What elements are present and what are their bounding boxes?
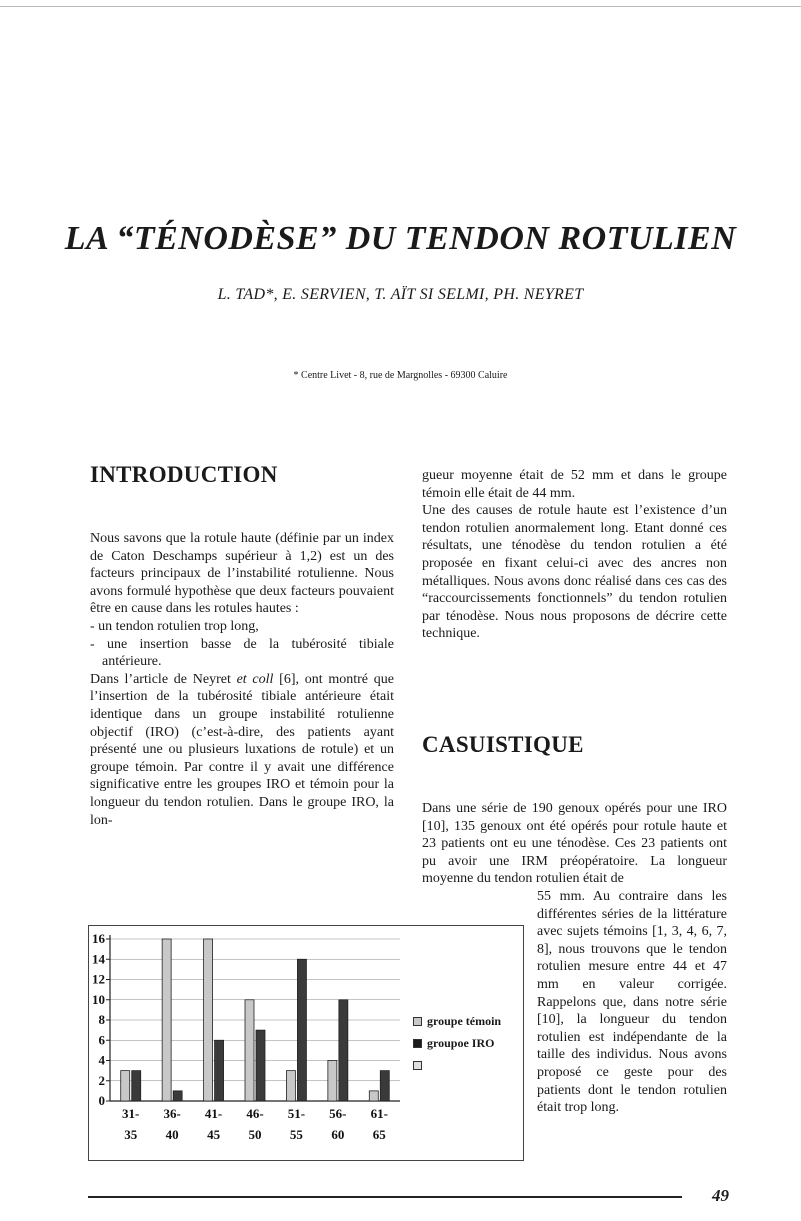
chart-legend xyxy=(413,1010,501,1076)
x-tick-label: 60 xyxy=(331,1127,345,1142)
bar-iro xyxy=(339,1000,348,1101)
y-tick-label: 16 xyxy=(92,931,105,946)
x-tick-label: 50 xyxy=(248,1127,262,1142)
right-paragraph-2: Une des causes de rotule haute est l’existence d’un tendon rotulien anormalement long. Etant donné ces résultats, une ténodèse du tendon rotulien a été proposée en fixant celui-ci avec des ancres non métalliques. Nous avons donc réalisé dans ces cas des “raccourcissements fonctionnels” du tendon rotulien par ténodèse. Nous nous proposons de décrire cette technique. xyxy=(422,503,727,642)
x-tick-label: 46- xyxy=(246,1106,264,1121)
x-tick-label: 45 xyxy=(207,1127,221,1142)
x-tick-label: 65 xyxy=(372,1127,386,1142)
casuistique-paragraph: Dans une série de 190 genoux opérés pour une IRO [10], 135 genoux ont été opérés pour rotule haute et 23 patients ont eu une ténodèse. Ces 23 patients ont pu avoir une IRM préopératoire. La longueur moyenne du tendon rotulien était de xyxy=(422,801,727,887)
y-tick-label: 2 xyxy=(98,1072,105,1088)
casuistique-wrap-text: 55 mm. Au contraire dans les différentes séries de la littérature avec sujets témoins [1, 3, 4, 6, 7, 8], nous trouvons que le tendon rotulien mesure entre 44 et 47 mm en valeur corrigée. Rappelons que, dans notre série [10], la longueur du tendon rotulien est indépendante de la taille des individus. Nous avons proposé ce geste pour des patients dont le tendon rotulien était trop long. xyxy=(537,889,727,1116)
legend-item-temoin: groupe témoin xyxy=(413,1010,501,1032)
bar-temoin xyxy=(162,939,171,1101)
intro-paragraph-2: Dans l’article de Neyret et coll [6], ont montré que l’insertion de la tubérosité tibiale antérieure était identique dans un groupe instabilité rotulienne objectif (IRO) (c’est-à-dire, des patients ayant présenté une ou plusieurs luxations de rotule) et un groupe témoin. Par contre il y avait une différence significative entre les groupes IRO et témoin pour la longueur du tendon rotulien. Dans le groupe IRO, la lon- xyxy=(90,671,394,828)
bar-chart xyxy=(88,925,408,1161)
bar-iro xyxy=(380,1071,389,1101)
bar-temoin xyxy=(121,1071,130,1101)
x-tick-label: 36- xyxy=(163,1106,181,1121)
x-tick-label: 56- xyxy=(329,1106,347,1121)
bar-temoin xyxy=(245,1000,254,1101)
legend-swatch-iro xyxy=(413,1039,422,1048)
y-tick-label: 4 xyxy=(98,1052,105,1068)
y-tick-label: 14 xyxy=(92,951,105,967)
x-tick-label: 55 xyxy=(289,1127,303,1142)
bar-iro xyxy=(215,1040,224,1101)
left-column xyxy=(90,530,394,829)
x-tick-label: 51- xyxy=(287,1106,306,1121)
bar-temoin xyxy=(286,1071,295,1101)
legend-swatch-temoin xyxy=(413,1017,422,1026)
y-tick-label: 6 xyxy=(98,1032,105,1048)
bar-iro xyxy=(297,959,306,1101)
top-rule xyxy=(0,6,801,7)
list-item: - un tendon rotulien trop long, xyxy=(90,618,259,634)
list-item: - une insertion basse de la tubérosité tibiale antérieure. xyxy=(90,636,394,670)
x-tick-label: 40 xyxy=(165,1127,179,1142)
authors: L. TAD*, E. SERVIEN, T. AÏT SI SELMI, PH. NEYRET xyxy=(217,286,584,303)
page-number: 49 xyxy=(712,1186,729,1205)
bar-iro xyxy=(256,1030,265,1101)
bar-iro xyxy=(173,1091,182,1101)
legend-item-iro: groupoe IRO xyxy=(413,1032,501,1054)
y-tick-label: 10 xyxy=(92,991,105,1007)
x-tick-label: 61- xyxy=(370,1106,388,1121)
bar-temoin xyxy=(369,1091,378,1101)
legend-swatch-empty xyxy=(413,1061,422,1070)
x-tick-label: 35 xyxy=(124,1127,138,1142)
right-column-top xyxy=(422,467,727,643)
y-tick-label: 12 xyxy=(92,971,105,987)
bar-temoin xyxy=(328,1061,337,1102)
x-tick-label: 31- xyxy=(122,1106,140,1121)
footer-rule xyxy=(88,1196,682,1198)
intro-heading: INTRODUCTION xyxy=(90,462,278,487)
right-paragraph-1: gueur moyenne était de 52 mm et dans le groupe témoin elle était de 44 mm. xyxy=(422,468,727,501)
intro-paragraph-1: Nous savons que la rotule haute (définie par un index de Caton Deschamps supérieur à 1,2) est un des facteurs principaux de l’instabilité rotulienne. Nous avons formulé hypothèse que deux facteurs pouvaient être en cause dans les rotules hautes : xyxy=(90,531,394,617)
bar-iro xyxy=(132,1071,141,1101)
legend-item-empty xyxy=(413,1054,501,1076)
factor-list xyxy=(90,618,394,671)
y-tick-label: 8 xyxy=(98,1012,105,1027)
bar-temoin xyxy=(204,939,213,1101)
article-title: LA “TÉNODÈSE” DU TENDON ROTULIEN xyxy=(64,220,737,257)
x-tick-label: 41- xyxy=(204,1106,223,1121)
casuistique-heading: CASUISTIQUE xyxy=(422,732,584,757)
y-tick-label: 0 xyxy=(98,1093,105,1108)
et-coll: et coll xyxy=(236,671,274,687)
affiliation: * Centre Livet - 8, rue de Margnolles - 69300 Caluire xyxy=(293,370,508,381)
